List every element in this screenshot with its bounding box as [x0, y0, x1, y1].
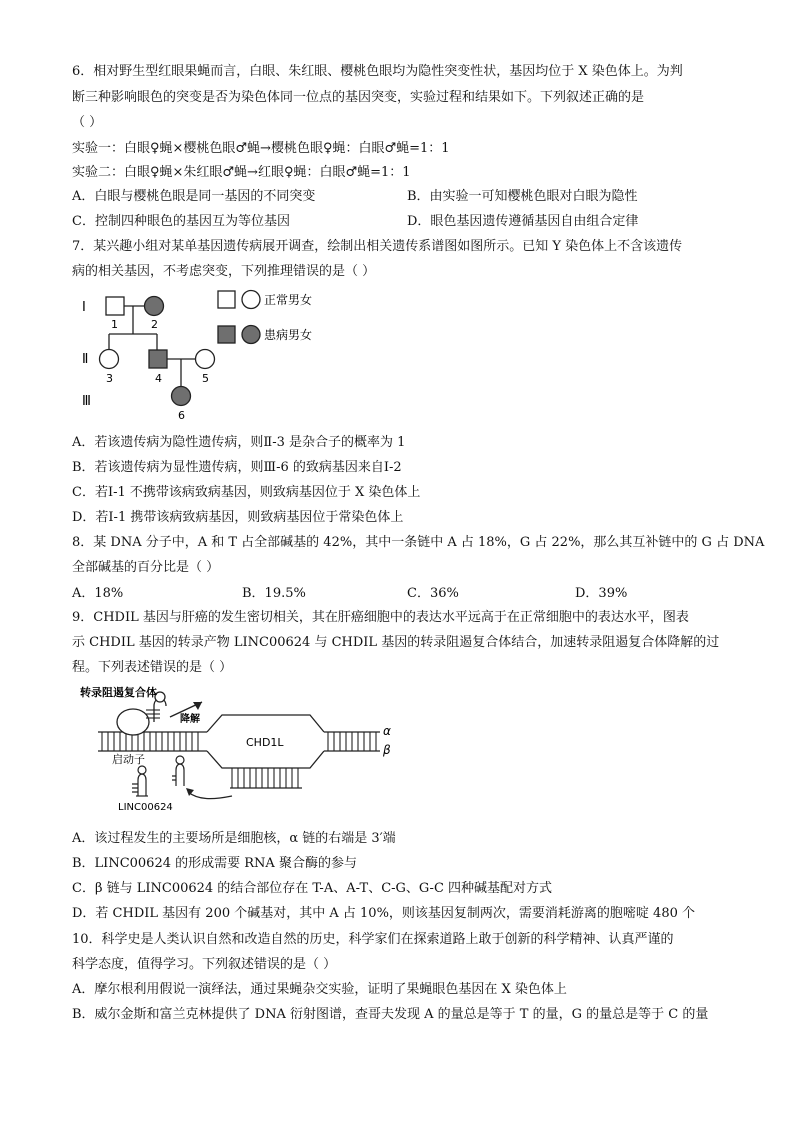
- generation-i-label: Ⅰ: [82, 300, 86, 315]
- q7-stem-line1: 7．某兴趣小组对某单基因遗传病展开调查，绘制出相关遗传系谱图如图所示。已知 Y 染色体上不含该遗传: [72, 239, 683, 254]
- q9-stem-line3: 程。下列表述错误的是（ ）: [72, 660, 233, 675]
- q6-option-a: A．白眼与樱桃色眼是同一基因的不同突变: [72, 189, 316, 204]
- q8-stem-line2: 全部碱基的百分比是（ ）: [72, 560, 220, 575]
- pedigree-ii4-affected-male: [149, 350, 167, 368]
- individual-5-number: 5: [202, 372, 209, 385]
- repressor-complex-shape: [117, 709, 149, 735]
- pedigree-ii3-normal-female: [100, 350, 119, 369]
- binding-arrow: [188, 792, 232, 799]
- q8-option-a: A．18%: [72, 586, 124, 601]
- linc00624-label: LINC00624: [118, 802, 173, 813]
- chd1l-transcription-diagram: [72, 684, 402, 819]
- legend-affected-female-symbol: [242, 326, 260, 344]
- q9-stem-line2: 示 CHDIL 基因的转录产物 LINC00624 与 CHDIL 基因的转录阻遏复合体结合，加速转录阻遏复合体降解的过: [72, 635, 720, 650]
- q10-stem-line1: 10．科学史是人类认识自然和改造自然的历史，科学家们在探索道路上敢于创新的科学精神、认真严谨的: [72, 932, 674, 947]
- q8-stem-line1: 8．某 DNA 分子中，A 和 T 占全部碱基的 42%，其中一条链中 A 占 18%，G 占 22%，那么其互补链中的 G 占 DNA: [72, 535, 765, 550]
- promoter-label: 启动子: [112, 753, 145, 766]
- pedigree-i2-affected-female: [145, 297, 164, 316]
- q9-option-b: B．LINC00624 的形成需要 RNA 聚合酶的参与: [72, 856, 357, 871]
- legend-normal-label: 正常男女: [264, 293, 313, 307]
- legend-affected-label: 患病男女: [264, 328, 313, 342]
- legend-normal-female-symbol: [242, 291, 260, 309]
- q6-stem-line2: 断三种影响眼色的突变是否为染色体同一位点的基因突变，实验过程和结果如下。下列叙述正确的是: [72, 90, 645, 105]
- individual-6-number: 6: [178, 409, 185, 422]
- generation-ii-label: Ⅱ: [82, 352, 89, 367]
- q6-option-b: B．由实验一可知樱桃色眼对白眼为隐性: [407, 189, 638, 204]
- q7-option-a: A．若该遗传病为隐性遗传病，则Ⅱ-3 是杂合子的概率为 1: [72, 435, 406, 450]
- q10-option-a: A．摩尔根利用假说一演绎法，通过果蝇杂交实验，证明了果蝇眼色基因在 X 染色体上: [72, 982, 567, 997]
- q6-option-d: D．眼色基因遗传遵循基因自由组合定律: [407, 214, 639, 229]
- q8-option-b: B．19.5%: [242, 586, 306, 601]
- q7-option-d: D．若Ⅰ-1 携带该病致病基因，则致病基因位于常染色体上: [72, 510, 404, 525]
- q6-option-c: C．控制四种眼色的基因互为等位基因: [72, 214, 290, 229]
- degrade-label: 降解: [180, 714, 200, 725]
- legend-affected-male-symbol: [218, 326, 235, 343]
- q8-option-d: D．39%: [575, 586, 628, 601]
- pedigree-ii5-normal-female: [196, 350, 215, 369]
- pedigree-iii6-affected-female: [172, 387, 191, 406]
- beta-strand-label: β: [383, 743, 391, 757]
- q10-option-b: B．威尔金斯和富兰克林提供了 DNA 衍射图谱，查哥夫发现 A 的量总是等于 T 的量，G 的量总是等于 C 的量: [72, 1007, 709, 1022]
- alpha-strand-label: α: [383, 724, 391, 738]
- dna-base-pairs-right: [328, 732, 376, 751]
- repressor-complex-label: 转录阻遏复合体: [80, 686, 157, 699]
- q7-stem-line2: 病的相关基因，不考虑突变，下列推理错误的是（ ）: [72, 264, 376, 279]
- rna-dna-pairing: [232, 768, 298, 788]
- individual-1-number: 1: [111, 318, 118, 331]
- q9-option-c: C．β 链与 LINC00624 的结合部位存在 T-A、A-T、C-G、G-C 四种碱基配对方式: [72, 881, 553, 896]
- individual-3-number: 3: [106, 372, 113, 385]
- q6-answer-blank: （ ）: [72, 115, 103, 130]
- q9-option-a: A．该过程发生的主要场所是细胞核，α 链的右端是 3′端: [72, 831, 396, 846]
- generation-iii-label: Ⅲ: [82, 394, 91, 409]
- q7-option-b: B．若该遗传病为显性遗传病，则Ⅲ-6 的致病基因来自Ⅰ-2: [72, 460, 402, 475]
- q9-option-d: D．若 CHDIL 基因有 200 个碱基对，其中 A 占 10%，则该基因复制两次，需要消耗游离的胞嘧啶 480 个: [72, 906, 695, 921]
- q6-experiment-1: 实验一：白眼♀蝇×樱桃色眼♂蝇→樱桃色眼♀蝇：白眼♂蝇=1：1: [72, 141, 450, 156]
- q9-stem-line1: 9．CHDIL 基因与肝癌的发生密切相关，其在肝癌细胞中的表达水平远高于在正常细胞中的表达水平，图表: [72, 610, 689, 625]
- chd1l-gene-label: CHD1L: [246, 736, 284, 749]
- pedigree-chart: [72, 288, 372, 423]
- q6-stem-line1: 6．相对野生型红眼果蝇而言，白眼、朱红眼、樱桃色眼均为隐性突变性状，基因均位于 X 染色体上。为判: [72, 64, 683, 79]
- q8-option-c: C．36%: [407, 586, 459, 601]
- individual-2-number: 2: [151, 318, 158, 331]
- legend-normal-male-symbol: [218, 291, 235, 308]
- individual-4-number: 4: [155, 372, 162, 385]
- q10-stem-line2: 科学态度，值得学习。下列叙述错误的是（ ）: [72, 957, 337, 972]
- q6-experiment-2: 实验二：白眼♀蝇×朱红眼♂蝇→红眼♀蝇：白眼♂蝇=1：1: [72, 165, 411, 180]
- pedigree-i1-normal-male: [106, 297, 124, 315]
- q7-option-c: C．若Ⅰ-1 不携带该病致病基因，则致病基因位于 X 染色体上: [72, 485, 421, 500]
- dna-base-pairs-left: [102, 732, 198, 751]
